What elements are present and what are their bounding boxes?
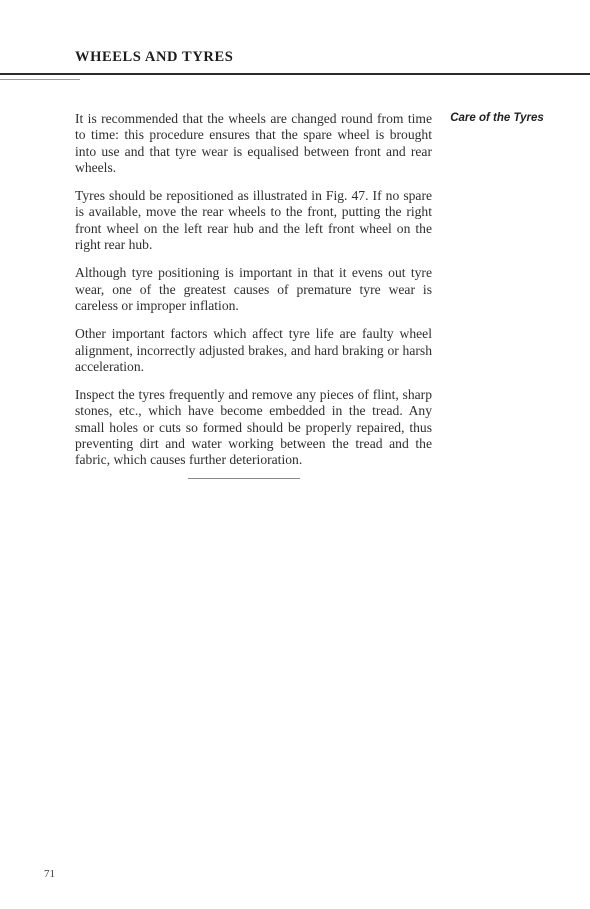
page-number: 71 [44, 868, 55, 880]
paragraph: It is recommended that the wheels are changed round from time to time: this procedure ensures that the spare wheel is brought into use and that tyre wear is equalised between front and rear wheels. [75, 111, 432, 175]
body-text [75, 111, 432, 481]
paragraph: Inspect the tyres frequently and remove any pieces of flint, sharp stones, etc., which have become embedded in the tread. Any small holes or cuts so formed should be properly repaired, thus preventing dirt and water working between the tread and the fabric, which causes further deterioration. [75, 387, 432, 468]
section-end-rule [188, 478, 300, 479]
page-header-title: WHEELS AND TYRES [75, 49, 234, 65]
header-rule [0, 73, 590, 75]
margin-note: Care of the Tyres [450, 112, 544, 124]
paragraph: Other important factors which affect tyre life are faulty wheel alignment, incorrectly adjusted brakes, and hard braking or harsh acceleration. [75, 326, 432, 374]
header-rule-underline [0, 79, 80, 80]
paragraph: Tyres should be repositioned as illustrated in Fig. 47. If no spare is available, move the rear wheels to the front, putting the right front wheel on the left rear hub and the left front wheel on the right rear hub. [75, 188, 432, 253]
paragraph: Although tyre positioning is important in that it evens out tyre wear, one of the greatest causes of premature tyre wear is careless or improper inflation. [75, 265, 432, 313]
